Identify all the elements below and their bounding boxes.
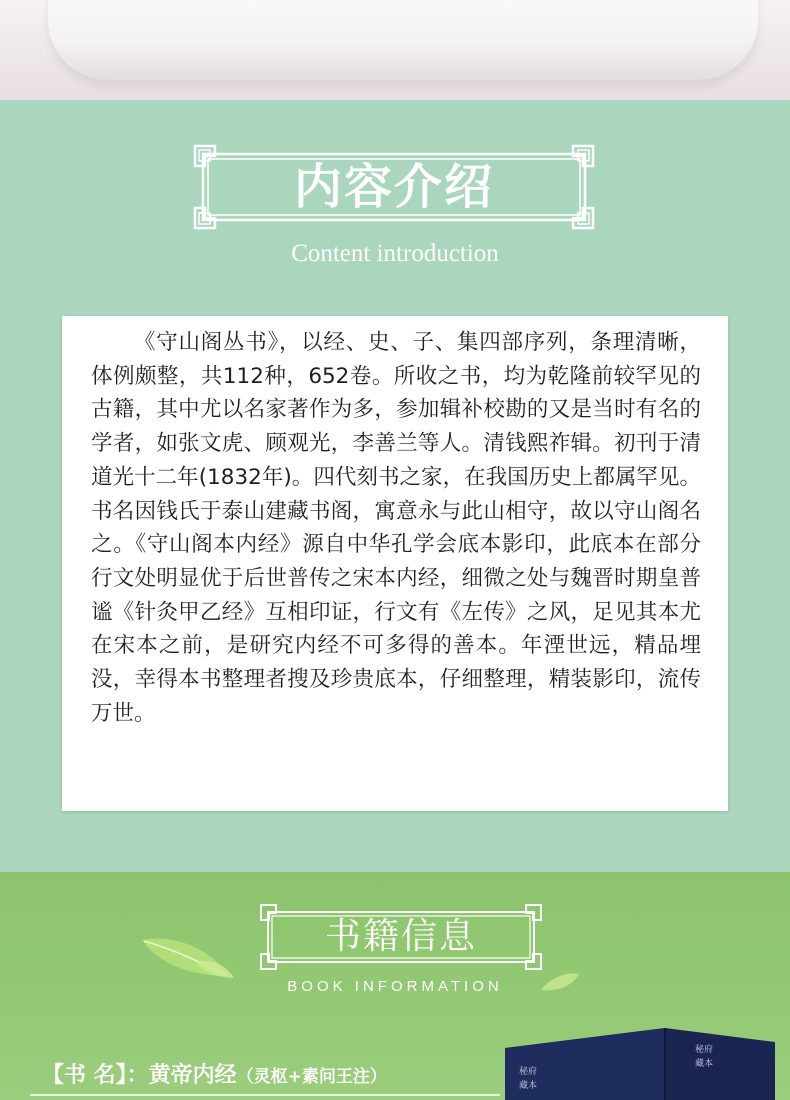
book-name-value: 黄帝内经 <box>148 1062 237 1088</box>
leaf-icon <box>195 958 235 980</box>
title-frame <box>260 904 542 970</box>
section-title: 书籍信息 <box>324 916 477 957</box>
spine-label: 秘府 <box>695 1045 714 1055</box>
book-name-label: 【书 名】： <box>42 1062 149 1088</box>
book-name-note: （灵枢+素问王注） <box>236 1067 387 1087</box>
top-decorative-strip <box>0 0 790 100</box>
section-title: 内容介绍 <box>293 159 494 215</box>
section-subtitle: BOOK INFORMATION <box>287 978 503 995</box>
title-frame <box>193 144 595 230</box>
book-information-section <box>0 872 790 1100</box>
spine-label: 秘府 <box>519 1067 538 1077</box>
intro-text-box <box>62 316 728 811</box>
book-box-image <box>495 1028 775 1100</box>
spine-label: 藏本 <box>695 1059 714 1069</box>
spine-label: 藏本 <box>519 1081 538 1091</box>
book-name-row <box>42 1058 387 1089</box>
section-subtitle: Content introduction <box>291 240 499 267</box>
divider <box>30 1094 500 1096</box>
intro-paragraph: 《守山阁丛书》，以经、史、子、集四部序列，条理清晰，体例颇整，共112种，652卷。所收之书，均为乾隆前较罕见的古籍，其中尤以名家著作为多，参加辑补校勘的又是当时有名的学者，如张文虎、顾观光，李善兰等人。清钱熙祚辑。初刊于清道光十二年(1832年)。四代刻书之家，在我国历史上都属罕见。书名因钱氏于泰山建藏书阁，寓意永与此山相守，故以守山阁名之。《守山阁本内经》源自中华孔学会底本影印，此底本在部分行文处明显优于后世普传之宋本内经，细微之处与魏晋时期皇普谧《针灸甲乙经》互相印证，行文有《左传》之风，足见其本尤在宋本之前，是研究内经不可多得的善本。年湮世远，精品埋没，幸得本书整理者搜及珍贵底本，仔细整理，精装影印，流传万世。 <box>91 330 701 726</box>
top-plate-image <box>48 0 758 80</box>
content-introduction-section <box>0 100 790 872</box>
